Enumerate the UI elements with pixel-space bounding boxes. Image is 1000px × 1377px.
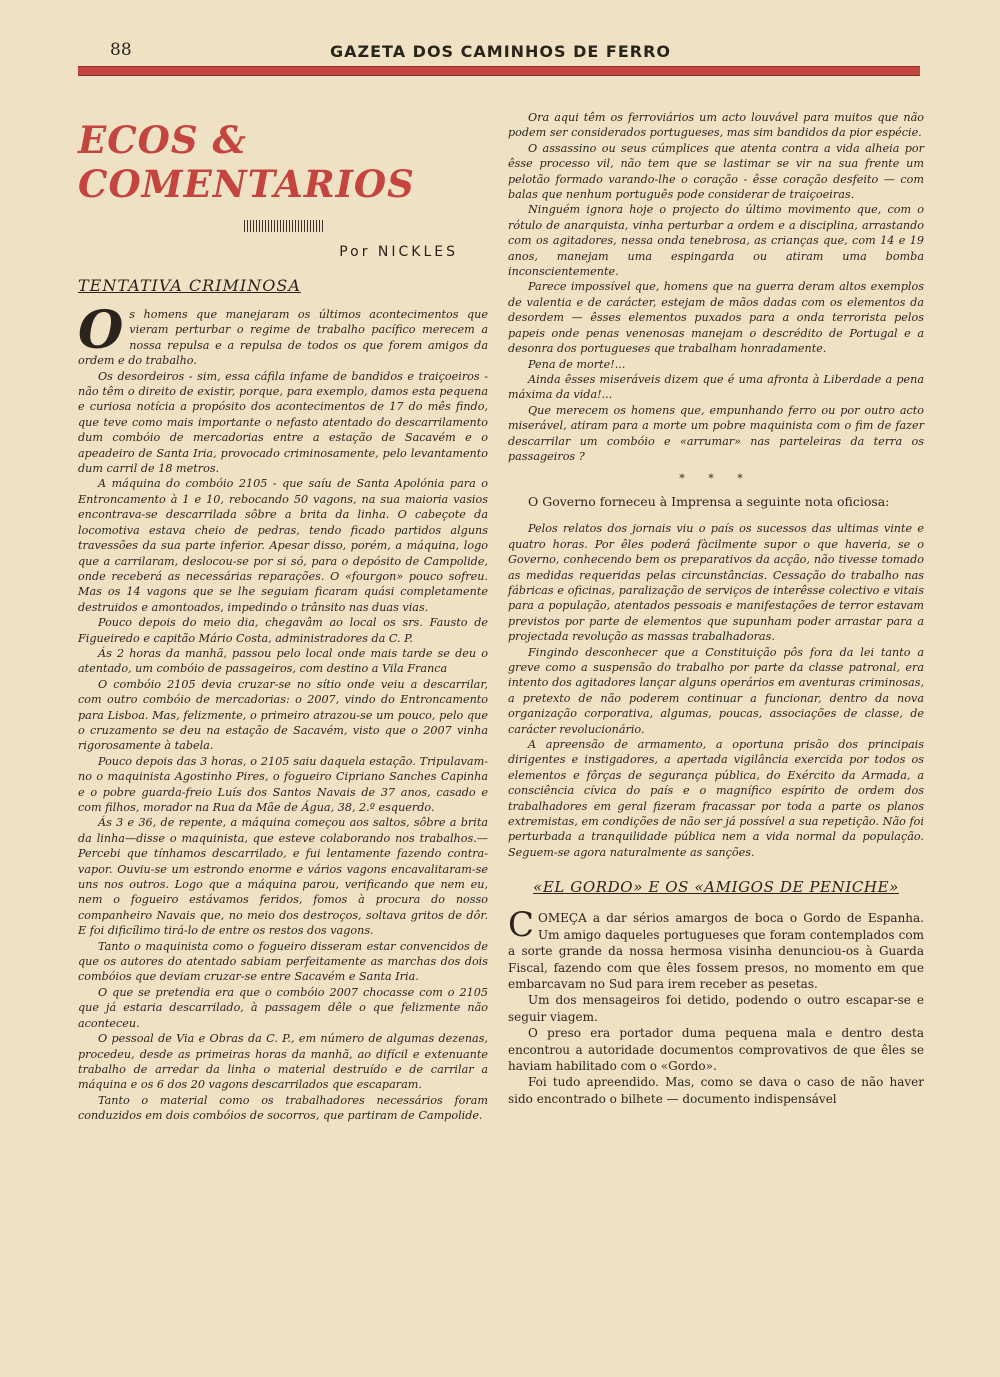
- right-column: [508, 110, 924, 1107]
- paragraph: Um dos mensageiros foi detido, podendo o outro escapar-se e seguir viagem.: [508, 993, 924, 1024]
- paragraph: Tanto o material como os trabalhadores necessários foram conduzidos em dois combóios de socorros, que partiram de Campolide.: [78, 1093, 488, 1123]
- section-heading-el-gordo: «EL GORDO» E OS «AMIGOS DE PENICHE»: [533, 878, 899, 897]
- paragraph: Pouco depois das 3 horas, o 2105 saiu daquela estação. Tripulavam-no o maquinista Agostinho Pires, o fogueiro Cipriano Sanches Capinha e o pobre guarda-freio Luís dos Santos Navais de 37 anos, casado e com filhos, morador na Rua da Mãe de Água, 38, 2.º esquerdo.: [78, 754, 488, 814]
- paragraph: O assassino ou seus cúmplices que atenta contra a vida alheia por êsse processo vil, não tem que se lastimar se vir na sua frente um pelotão formado varando-lhe o coração - êsse coração desfeito — com balas que nenhum português pode considerar de traiçoeiras.: [508, 141, 924, 202]
- paragraph: Ainda êsses miseráveis dizem que é uma afronta à Liberdade a pena máxima da vida!...: [508, 372, 924, 402]
- paragraph: Ora aqui têm os ferroviários um acto louvável para muitos que não podem ser considerados portugueses, mas sim bandidos da pior espécie.: [508, 111, 924, 140]
- paragraph: A apreensão de armamento, a oportuna prisão dos principais dirigentes e instigadores, a apertada vigilância exercida por todos os elementos e fôrças de segurança pública, do Exército da Armada, a consciência cívica do país e o magnífico espírito de ordem dos trabalhadores em geral fizeram fracassar por toda a parte os planos extremistas, em condições de não ser já possível a sua repetição. Não foi perturbada a tranquilidade pública nem a vida normal da população. Seguem-se agora naturalmente as sanções.: [508, 738, 924, 859]
- paragraph: O combóio 2105 devia cruzar-se no sítio onde veiu a descarrilar, com outro combóio de mercadorias: o 2007, vindo do Entroncamento para Lisboa. Mas, felizmente, o primeiro atrazou-se um pouco, pelo que o cruzamento se deu na estação de Sacavém, visto que o 2007 vinha rigorosamente à tabela.: [78, 677, 488, 753]
- paragraph: Pelos relatos dos jornais viu o país os sucessos das ultimas vinte e quatro horas. Por êles poderá fàcilmente supor o que haveria, se o Governo, conhecendo bem os preparativos da acção, não tivesse tomado as medidas requeridas pelas circunstâncias. Cessação do trabalho nas fábricas e oficinas, paralização de serviços de interêsse colectivo e vitais para a população, atentados pessoais e manifestações de terror estavam previstos por parte de elementos que supunham poder arrastar para a projectada revolução as massas trabalhadoras.: [508, 522, 924, 644]
- page-number: 88: [110, 40, 132, 60]
- paragraph: A máquina do combóio 2105 - que saíu de Santa Apolónia para o Entroncamento à 1 e 10, rebocando 50 vagons, na sua maioria vasios encontrava-se descarrilada sôbre a brita da linha. O cabeçote da locomotiva estava cheio de pedras, tendo ficado partidos alguns travessões da sua parte inferior. Apesar disso, porém, a máquina, logo que a carrilaram, deslocou-se por si só, para o depósito de Campolide, onde receberá as necessárias reparações. O «fourgon» pouco sofreu. Mas os 14 vagons que se lhe seguiam ficaram quási completamente destruidos e amontoados, impedindo o trânsito nas duas vias.: [78, 477, 488, 614]
- page-header: [80, 36, 920, 66]
- paragraph: Que merecem os homens que, empunhando ferro ou por outro acto miserável, atiram para a morte um pobre maquinista com o fim de fazer descarrilar um combóio e «arrumar» nas parteleiras da terra os passageiros ?: [508, 403, 924, 463]
- paragraph: O preso era portador duma pequena mala e dentro desta encontrou a autoridade documentos comprovativos de que êles se haviam habilitado com o «Gordo».: [508, 1026, 924, 1073]
- paragraph: Parece impossível que, homens que na guerra deram altos exemplos de valentia e de carácter, estejam de mãos dadas com os elementos da desordem — êsses elementos puxados para a onda terrorista pelos papeis onde penas venenosas manejam o descrédito de Portugal e a desonra dos portugueses que trabalham honradamente.: [508, 280, 924, 356]
- paragraph: O pessoal de Via e Obras da C. P., em número de algumas dezenas, procedeu, desde as primeiras horas da manhã, ao difícil e extenuante trabalho de arredar da linha o material destruído e de carrilar a máquina e os 6 dos 20 vagons descarrilados que escaparam.: [78, 1032, 488, 1092]
- paragraph: Tanto o maquinista como o fogueiro disseram estar convencidos de que os autores do atentado sabiam perfeitamente as marchas dos dois combóios que deviam cruzar-se entre Sacavém e Santa Iria.: [78, 939, 488, 984]
- paragraph: Pouco depois do meio dia, chegavâm ao local os srs. Fausto de Figueiredo e capitão Mário Costa, administradores da C. P.: [78, 616, 488, 645]
- paragraph: Ás 2 horas da manhã, passou pelo local onde mais tarde se deu o atentado, um combóio de passageiros, com destino a Vila Franca: [78, 646, 488, 676]
- notice-intro: O Governo forneceu à Imprensa a seguinte nota oficiosa:: [528, 494, 890, 510]
- paragraph: Foi tudo apreendido. Mas, como se dava o caso de não haver sido encontrado o bilhete — documento indispensável: [508, 1075, 924, 1106]
- section-divider-stars: * * *: [679, 472, 753, 486]
- header-rule: [78, 66, 920, 76]
- article-title: ECOS & COMENTARIOS: [78, 118, 415, 206]
- paragraph: Pena de morte!...: [528, 357, 626, 371]
- drop-cap: C: [508, 905, 535, 946]
- section-heading-tentativa: TENTATIVA CRIMINOSA: [78, 276, 301, 295]
- drop-cap: O: [78, 300, 124, 361]
- byline: Por NICKLES: [339, 244, 458, 260]
- paragraph: Ninguém ignora hoje o projecto do último movimento que, com o rótulo de anarquista, vinha perturbar a ordem e a disciplina, arrastando com os agitadores, nessa onda tenebrosa, as crianças que, com 14 e 19 anos, manejam uma espingarda ou atiram uma bomba inconscientemente.: [508, 203, 924, 279]
- paragraph: COMEÇA a dar sérios amargos de boca o Gordo de Espanha. Um amigo daqueles portugueses que foram contemplados com a sorte grande da nossa hermosa visinha denunciou-os à Guarda Fiscal, fazendo com que êles fossem presos, no momento em que embarcavam no Sud para irem receber as pesetas.: [508, 905, 924, 991]
- journal-title: GAZETA DOS CAMINHOS DE FERRO: [330, 42, 672, 61]
- paragraph: O que se pretendia era que o combóio 2007 chocasse com o 2105 que já estaria descarrilado, à passagem dêle o que felizmente não aconteceu.: [78, 985, 488, 1030]
- paragraph: Os homens que manejaram os últimos acontecimentos que vieram perturbar o regime de trabalho pacífico merecem a nossa repulsa e a repulsa de todos os que forem amigos da ordem e do trabalho.: [78, 300, 488, 368]
- paragraph: Fingindo desconhecer que a Constituição pôs fora da lei tanto a greve como a suspensão do trabalho por parte da classe patronal, era intento dos agitadores lançar alguns operários em aventuras criminosas, a pretexto de não poderem continuar a funcionar, dentro da nova organização corporativa, algumas, poucas, associações de classe, de carácter revolucionário.: [508, 645, 924, 736]
- title-ornament: [244, 220, 324, 232]
- left-column: [78, 110, 488, 1124]
- paragraph: Ás 3 e 36, de repente, a máquina começou aos saltos, sôbre a brita da linha—disse o maquinista, que esteve colaborando nos trabalhos.— Percebi que tínhamos descarrilado, e fui lentamente fazendo contra-vapor. Ouviu-se um estrondo enorme e vários vagons encavalitaram-se uns nos outros. Logo que a máquina parou, verificando que nem eu, nem o fogueiro estávamos feridos, fomos à procura do nosso companheiro Navais que, no meio dos destroços, soltava gritos de dôr. E foi dificílimo tirá-lo de entre os restos dos vagons.: [78, 816, 488, 938]
- paragraph: Os desordeiros - sim, essa cáfila infame de bandidos e traiçoeiros - não têm o direito de existir, porque, para exemplo, damos esta pequena e curiosa notícia a propósito dos acontecimentos de 17 do mês findo, que teve como mais importante o nefasto atentado do descarrilamento dum combóio de mercadorias entre a estação de Sacavém e o apeadeiro de Santa Iria, provocado criminosamente, pelo levantamento dum carril de 18 metros.: [78, 369, 488, 476]
